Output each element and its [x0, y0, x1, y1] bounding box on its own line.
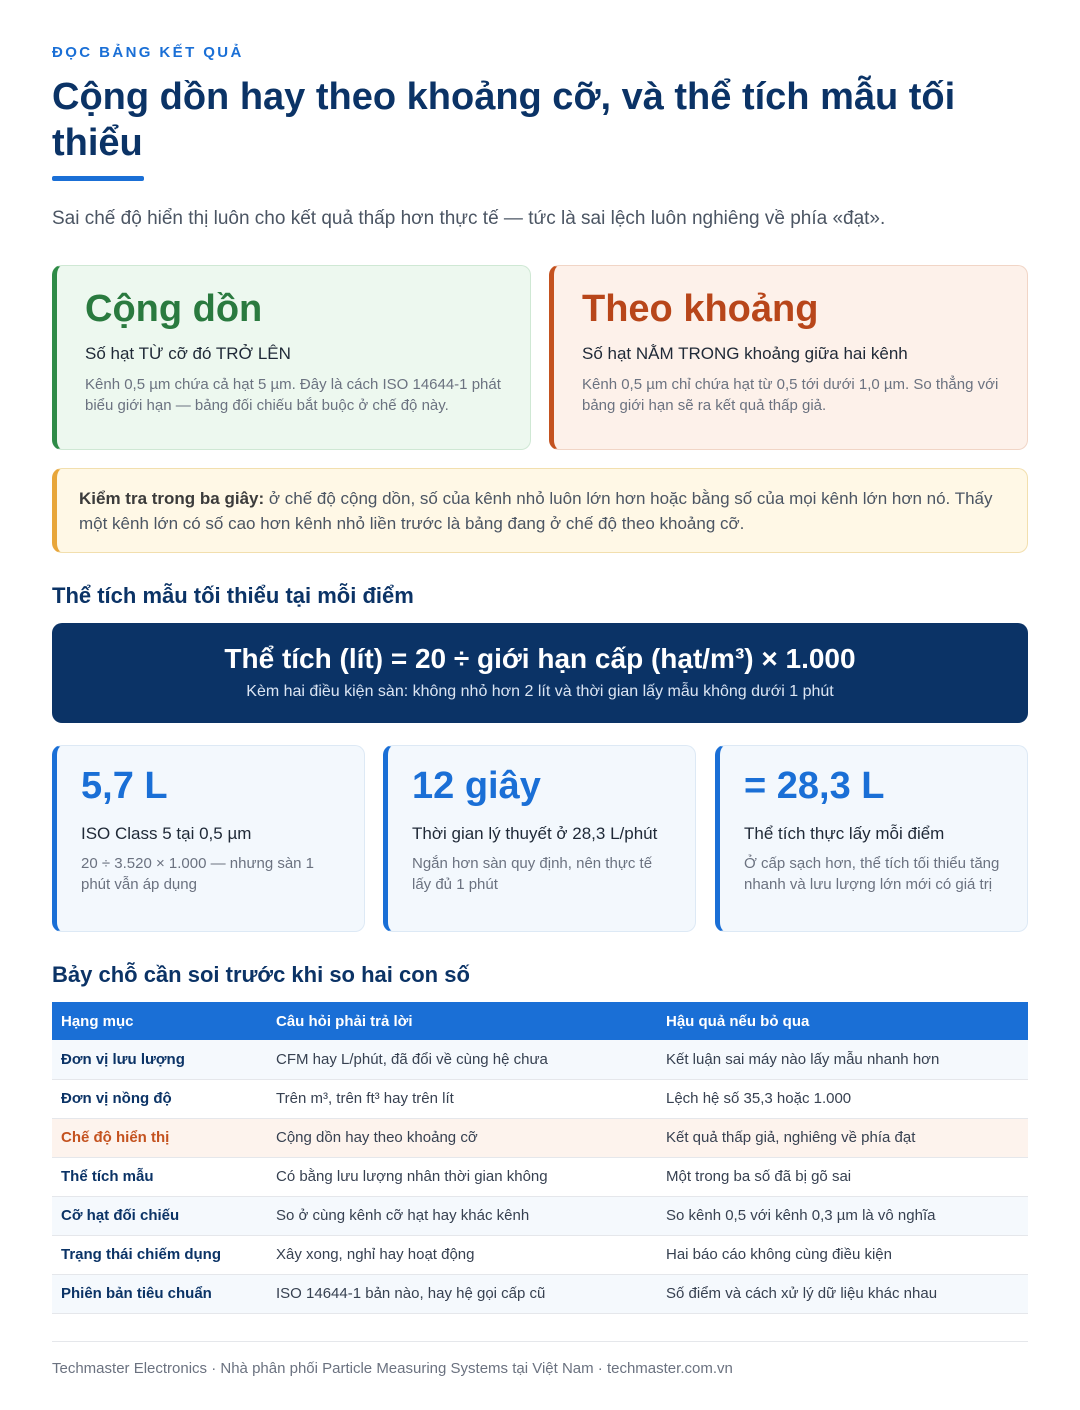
table-row	[52, 1040, 1028, 1079]
column-header: Câu hỏi phải trả lời	[267, 1002, 657, 1040]
stat-note: 20 ÷ 3.520 × 1.000 — nhưng sàn 1 phút vẫn áp dụng	[81, 855, 315, 893]
formula-note: Kèm hai điều kiện sàn: không nhỏ hơn 2 lít và thời gian lấy mẫu không dưới 1 phút	[246, 683, 834, 700]
table-header-row	[52, 1002, 1028, 1040]
table-cell: CFM hay L/phút, đã đổi về cùng hệ chưa	[267, 1040, 657, 1079]
stat-card	[715, 745, 1028, 932]
table-cell: Số điểm và cách xử lý dữ liệu khác nhau	[657, 1274, 1028, 1313]
table-row-highlighted	[52, 1118, 1028, 1157]
differential-card	[549, 265, 1028, 450]
checklist-heading: Bảy chỗ cần soi trước khi so hai con số	[52, 962, 470, 987]
stat-card	[383, 745, 696, 932]
cumulative-subtitle: Số hạt TỪ cỡ đó TRỞ LÊN	[85, 344, 291, 363]
cumulative-description: Kênh 0,5 µm chứa cả hạt 5 µm. Đây là cách ISO 14644-1 phát biểu giới hạn — bảng đối chiếu bắt buộc ở chế độ này.	[85, 376, 501, 414]
stat-note: Ở cấp sạch hơn, thể tích tối thiểu tăng nhanh và lưu lượng lớn mới có giá trị	[744, 855, 1000, 893]
quick-check-lead: Kiểm tra trong ba giây:	[79, 489, 265, 508]
stat-label: Thể tích thực lấy mỗi điểm	[744, 824, 945, 843]
table-row	[52, 1196, 1028, 1235]
table-cell: Trên m³, trên ft³ hay trên lít	[267, 1079, 657, 1118]
footer: Techmaster Electronics · Nhà phân phối Particle Measuring Systems tại Việt Nam · techmaster.com.vn	[52, 1360, 733, 1377]
formula-box	[52, 623, 1028, 723]
cumulative-title: Cộng dồn	[85, 288, 263, 330]
table-cell: Hai báo cáo không cùng điều kiện	[657, 1235, 1028, 1274]
differential-subtitle: Số hạt NẰM TRONG khoảng giữa hai kênh	[582, 344, 908, 363]
stat-label: Thời gian lý thuyết ở 28,3 L/phút	[412, 824, 658, 843]
table-cell: Cỡ hạt đối chiếu	[52, 1196, 267, 1235]
eyebrow: ĐỌC BẢNG KẾT QUẢ	[52, 44, 244, 61]
differential-description: Kênh 0,5 µm chỉ chứa hạt từ 0,5 tới dưới 1,0 µm. So thẳng với bảng giới hạn sẽ ra kết quả thấp giả.	[582, 376, 999, 414]
table-row	[52, 1157, 1028, 1196]
column-header: Hạng mục	[52, 1002, 267, 1040]
table-cell: Một trong ba số đã bị gõ sai	[657, 1157, 1028, 1196]
lede: Sai chế độ hiển thị luôn cho kết quả thấp hơn thực tế — tức là sai lệch luôn nghiêng về phía «đạt».	[52, 208, 886, 229]
page-title: Cộng dồn hay theo khoảng cỡ, và thể tích mẫu tối thiểu	[52, 76, 956, 164]
title-underline	[52, 176, 144, 181]
stat-note: Ngắn hơn sàn quy định, nên thực tế lấy đủ 1 phút	[412, 855, 653, 893]
column-header: Hậu quả nếu bỏ qua	[657, 1002, 1028, 1040]
volume-heading: Thể tích mẫu tối thiểu tại mỗi điểm	[52, 583, 414, 608]
table-cell: Lệch hệ số 35,3 hoặc 1.000	[657, 1079, 1028, 1118]
table-cell: Kết luận sai máy nào lấy mẫu nhanh hơn	[657, 1040, 1028, 1079]
table-cell: Cộng dồn hay theo khoảng cỡ	[267, 1118, 657, 1157]
checklist-table	[52, 1002, 1028, 1314]
table-cell: Thể tích mẫu	[52, 1157, 267, 1196]
footer-divider	[52, 1341, 1028, 1342]
table-cell: Có bằng lưu lượng nhân thời gian không	[267, 1157, 657, 1196]
table-row	[52, 1235, 1028, 1274]
stat-card	[52, 745, 365, 932]
table-cell: So kênh 0,5 với kênh 0,3 µm là vô nghĩa	[657, 1196, 1028, 1235]
table-cell: Trạng thái chiếm dụng	[52, 1235, 267, 1274]
table-cell: Đơn vị lưu lượng	[52, 1040, 267, 1079]
table-cell: Kết quả thấp giả, nghiêng về phía đạt	[657, 1118, 1028, 1157]
stat-value: 12 giây	[412, 765, 541, 807]
quick-check-text: ở chế độ cộng dồn, số của kênh nhỏ luôn lớn hơn hoặc bằng số của mọi kênh lớn hơn nó. Thấy một kênh lớn có số cao hơn kênh nhỏ liền trước là bảng đang ở chế độ theo khoảng cỡ.	[79, 489, 993, 533]
cumulative-card	[52, 265, 531, 450]
stat-value: 5,7 L	[81, 765, 168, 807]
table-cell: So ở cùng kênh cỡ hạt hay khác kênh	[267, 1196, 657, 1235]
table-cell: Phiên bản tiêu chuẩn	[52, 1274, 267, 1313]
differential-title: Theo khoảng	[582, 288, 819, 330]
table-row	[52, 1274, 1028, 1313]
table-cell: Xây xong, nghỉ hay hoạt động	[267, 1235, 657, 1274]
table-row	[52, 1079, 1028, 1118]
table-cell: ISO 14644-1 bản nào, hay hệ gọi cấp cũ	[267, 1274, 657, 1313]
table-cell: Chế độ hiển thị	[52, 1118, 267, 1157]
stat-label: ISO Class 5 tại 0,5 µm	[81, 824, 252, 843]
table-cell: Đơn vị nồng độ	[52, 1079, 267, 1118]
formula-text: Thể tích (lít) = 20 ÷ giới hạn cấp (hạt/m³) × 1.000	[224, 643, 856, 674]
stat-value: = 28,3 L	[744, 765, 885, 807]
quick-check-callout	[52, 468, 1028, 553]
